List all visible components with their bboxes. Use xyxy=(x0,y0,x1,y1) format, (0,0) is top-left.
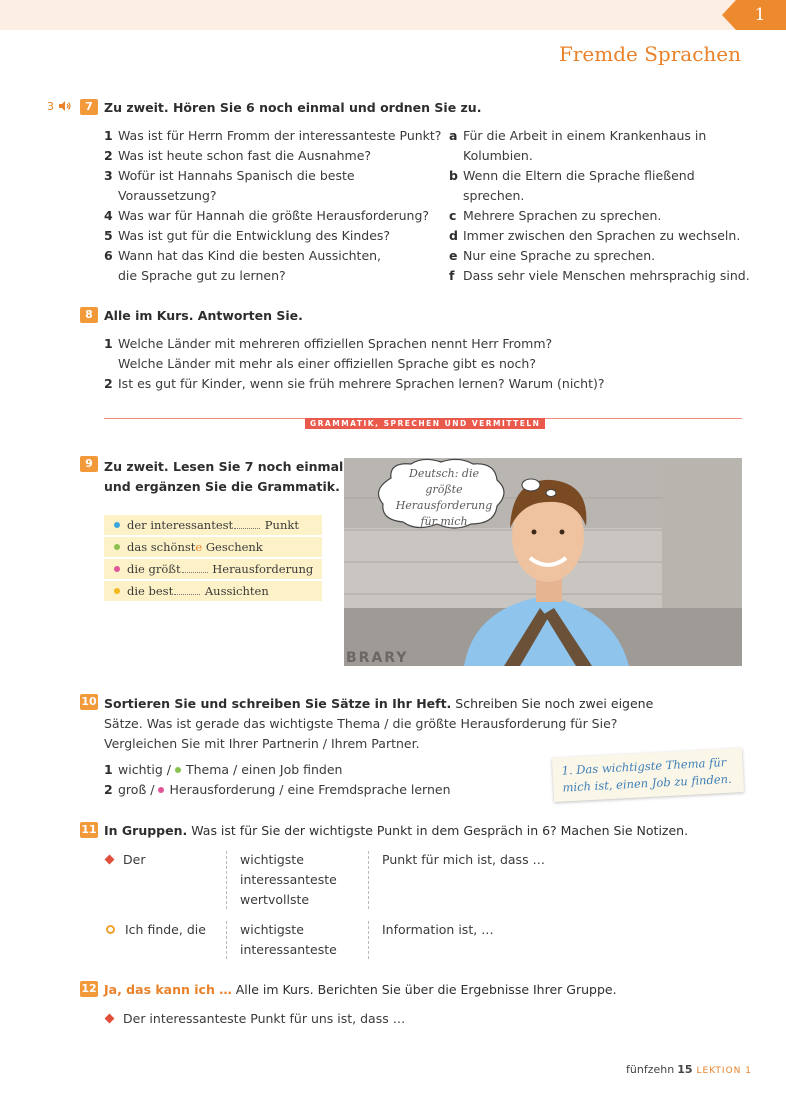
exercise-8-number: 8 xyxy=(80,307,98,323)
lesson-label: LEKTION 1 xyxy=(696,1066,752,1076)
question-item: 3 Wofür ist Hannahs Spanisch die beste xyxy=(104,168,355,183)
yellow-dot-icon xyxy=(114,588,120,594)
exercise-10-number: 10 xyxy=(81,695,97,708)
blank-field[interactable] xyxy=(174,594,200,595)
question-item: 4 Was war für Hannah die größte Herausforderung? xyxy=(104,208,430,223)
blue-dot-icon xyxy=(114,522,120,528)
page-title: Fremde Sprachen xyxy=(558,42,741,66)
table1-end: Punkt für mich ist, dass … xyxy=(382,852,546,867)
blank-field[interactable] xyxy=(234,528,260,529)
exercise-7-answers xyxy=(449,126,750,286)
answer-item: a Für die Arbeit in einem Krankenhaus in xyxy=(449,128,707,143)
answer-item: f Dass sehr viele Menschen mehrsprachig sind. xyxy=(449,268,750,283)
pink-dot-icon xyxy=(114,566,120,572)
page-footer: fünfzehn 15 LEKTION 1 xyxy=(626,1063,752,1076)
thought-bubble-text: Deutsch: die größte Herausforderung für mich xyxy=(395,467,493,528)
answer-item-cont: sprechen. xyxy=(463,188,525,203)
exercise-11-number: 11 xyxy=(81,823,97,836)
table2-end: Information ist, … xyxy=(382,922,494,937)
answer-item: e Nur eine Sprache zu sprechen. xyxy=(449,248,656,263)
pink-dot-icon xyxy=(158,787,164,793)
exercise-12-number: 12 xyxy=(81,982,97,995)
column-separator xyxy=(368,921,369,959)
header-band xyxy=(0,0,786,30)
diamond-bullet-icon xyxy=(105,855,115,865)
exercise-8-instruction: Alle im Kurs. Antworten Sie. xyxy=(104,308,303,323)
list-item: 1 Welche Länder mit mehreren offiziellen Sprachen nennt Herr Fromm? xyxy=(104,336,553,351)
table1-start: Der xyxy=(106,850,145,870)
example-note-text: 1. Das wichtigste Thema für mich ist, einen Job zu finden. xyxy=(561,755,733,795)
exercise-10-items xyxy=(104,760,451,800)
question-item: 6 Wann hat das Kind die besten Aussichten, xyxy=(104,248,382,263)
exercise-7-number: 7 xyxy=(80,99,98,115)
column-separator xyxy=(368,851,369,909)
diamond-bullet-icon xyxy=(105,1014,115,1024)
exercise-8-items xyxy=(104,334,605,394)
audio-track[interactable] xyxy=(47,100,72,113)
table2-start: Ich finde, die xyxy=(106,920,206,940)
list-item-cont: Welche Länder mit mehr als einer offiziellen Sprache gibt es noch? xyxy=(118,356,536,371)
exercise-12-example: Der interessanteste Punkt für uns ist, dass … xyxy=(106,1009,405,1029)
question-item-cont: die Sprache gut zu lernen? xyxy=(118,268,286,283)
answer-item: b Wenn die Eltern die Sprache fließend xyxy=(449,168,695,183)
question-item: 2 Was ist heute schon fast die Ausnahme? xyxy=(104,148,372,163)
exercise-10-instruction: Sortieren Sie und schreiben Sie Sätze in Ihr Heft. Schreiben Sie noch zwei eigene Sätze. Was ist gerade das wichtigste Thema / die größte Herausforderung für Sie? Vergleichen Sie mit Ihrer Partnerin / Ihrem Partner. xyxy=(104,696,654,751)
exercise-11-instruction: In Gruppen. Was ist für Sie der wichtigste Punkt in dem Gespräch in 6? Machen Sie Notizen. xyxy=(104,823,689,838)
ring-bullet-icon xyxy=(106,925,115,934)
page-number: 15 xyxy=(677,1063,693,1076)
green-dot-icon xyxy=(175,767,181,773)
column-separator xyxy=(226,851,227,909)
chapter-number: 1 xyxy=(754,5,766,25)
green-dot-icon xyxy=(114,544,120,550)
grammar-row: der interessantest Punkt xyxy=(104,515,322,535)
question-item: 5 Was ist gut für die Entwicklung des Kindes? xyxy=(104,228,391,243)
column-separator xyxy=(226,921,227,959)
exercise-7-instruction: Zu zweit. Hören Sie 6 noch einmal und ordnen Sie zu. xyxy=(104,100,482,115)
section-label: GRAMMATIK, SPRECHEN UND VERMITTELN xyxy=(305,418,545,429)
exercise-9-number: 9 xyxy=(80,456,98,472)
list-item: 2 groß / Herausforderung / eine Fremdsprache lernen xyxy=(104,782,451,797)
answer-item: c Mehrere Sprachen zu sprechen. xyxy=(449,208,662,223)
grammar-row: das schönste Geschenk xyxy=(104,537,322,557)
answer-item-cont: Kolumbien. xyxy=(463,148,533,163)
speaker-icon xyxy=(58,101,72,111)
list-item: 2 Ist es gut für Kinder, wenn sie früh mehrere Sprachen lernen? Warum (nicht)? xyxy=(104,376,605,391)
exercise-12-instruction: Ja, das kann ich … Alle im Kurs. Berichten Sie über die Ergebnisse Ihrer Gruppe. xyxy=(104,982,617,997)
photo-sign: BRARY xyxy=(346,650,409,666)
table1-options: wichtigste interessanteste wertvollste xyxy=(240,852,337,907)
exercise-7-questions xyxy=(104,126,441,286)
table2-options: wichtigste interessanteste xyxy=(240,922,337,957)
exercise-9-instruction: Zu zweit. Lesen Sie 7 noch einmal und ergänzen Sie die Grammatik. xyxy=(104,459,344,494)
question-item: 1 Was ist für Herrn Fromm der interessanteste Punkt? xyxy=(104,128,442,143)
thought-bubble-dots xyxy=(521,476,561,498)
grammar-row: die best Aussichten xyxy=(104,581,322,601)
blank-field[interactable] xyxy=(182,572,208,573)
list-item: 1 wichtig / Thema / einen Job finden xyxy=(104,762,343,777)
question-item-cont: Voraussetzung? xyxy=(118,188,217,203)
grammar-row: die größt Herausforderung xyxy=(104,559,322,579)
answer-item: d Immer zwischen den Sprachen zu wechseln. xyxy=(449,228,741,243)
audio-track-number: 3 xyxy=(47,100,54,113)
